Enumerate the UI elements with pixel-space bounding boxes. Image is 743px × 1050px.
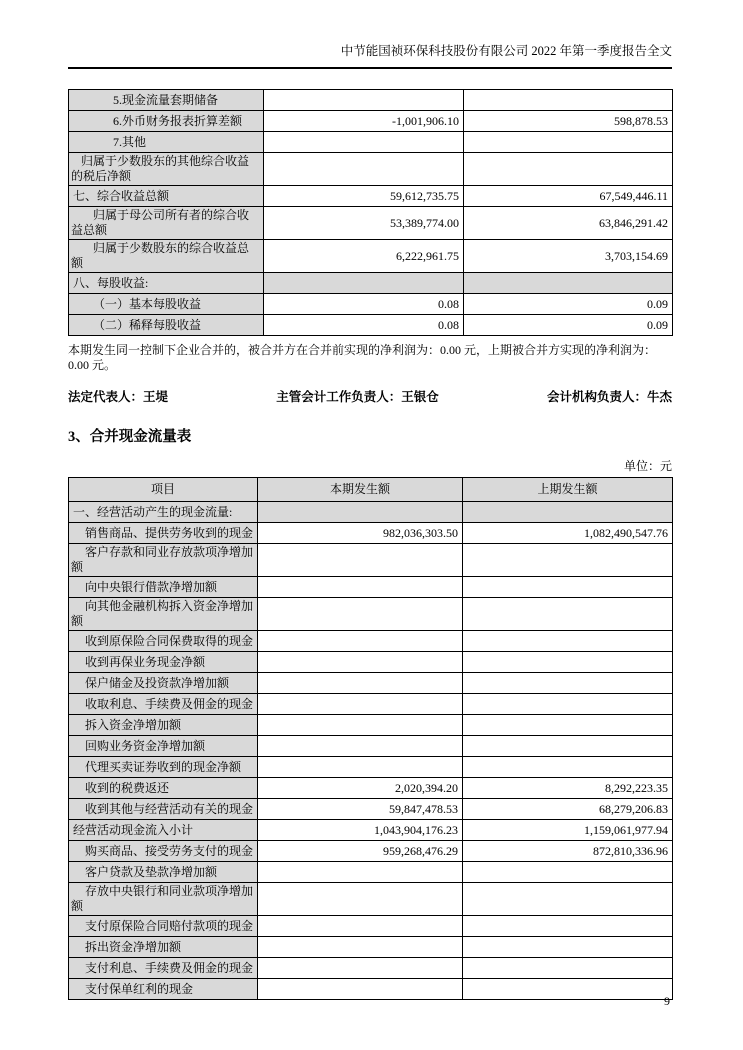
current-period-value-cell [264, 153, 464, 186]
table-row [69, 111, 673, 132]
prior-period-value-cell [464, 90, 673, 111]
current-period-value-cell: 59,612,735.75 [264, 186, 464, 207]
prior-period-value-cell: 598,878.53 [464, 111, 673, 132]
report-header [68, 44, 672, 69]
prior-period-value-cell: 1,159,061,977.94 [463, 820, 673, 841]
table-row [69, 937, 673, 958]
current-period-value-cell [258, 631, 463, 652]
column-header-item: 项目 [69, 478, 258, 502]
current-period-value-cell [258, 502, 463, 523]
row-label-cell: （二）稀释每股收益 [69, 315, 264, 336]
row-label-cell: 保户储金及投资款净增加额 [69, 673, 258, 694]
prior-period-value-cell [463, 862, 673, 883]
row-label-cell: 收到原保险合同保费取得的现金 [69, 631, 258, 652]
table-row [69, 544, 673, 577]
row-label-cell: 向其他金融机构拆入资金净增加额 [69, 598, 258, 631]
row-label-cell: 代理买卖证券收到的现金净额 [69, 757, 258, 778]
prior-period-value-cell: 63,846,291.42 [464, 207, 673, 240]
current-period-value-cell [258, 577, 463, 598]
row-label-cell: 支付保单红利的现金 [69, 979, 258, 1000]
prior-period-value-cell [463, 652, 673, 673]
table-row [69, 523, 673, 544]
current-period-value-cell [258, 598, 463, 631]
current-period-value-cell [258, 937, 463, 958]
row-label-cell: 一、经营活动产生的现金流量: [69, 502, 258, 523]
table-row [69, 715, 673, 736]
table-row [69, 694, 673, 715]
cash-flow-table [68, 477, 673, 1000]
table-row [69, 862, 673, 883]
prior-period-value-cell [463, 673, 673, 694]
prior-period-value-cell: 67,549,446.11 [464, 186, 673, 207]
column-header-prior-period: 上期发生额 [463, 478, 673, 502]
prior-period-value-cell [463, 916, 673, 937]
row-label-cell: 客户贷款及垫款净增加额 [69, 862, 258, 883]
table-row [69, 916, 673, 937]
current-period-value-cell [258, 958, 463, 979]
prior-period-value-cell [463, 631, 673, 652]
legal-representative: 法定代表人：王堤 [68, 390, 169, 404]
prior-period-value-cell [463, 544, 673, 577]
table-row [69, 979, 673, 1000]
prior-period-value-cell [463, 577, 673, 598]
signatures-row [68, 390, 672, 405]
column-header-current-period: 本期发生额 [258, 478, 463, 502]
table-row [69, 673, 673, 694]
row-label-cell: 收到再保业务现金净额 [69, 652, 258, 673]
current-period-value-cell: 53,389,774.00 [264, 207, 464, 240]
current-period-value-cell: 0.08 [264, 294, 464, 315]
current-period-value-cell: 0.08 [264, 315, 464, 336]
row-label-cell: 销售商品、提供劳务收到的现金 [69, 523, 258, 544]
row-label-cell: 存放中央银行和同业款项净增加额 [69, 883, 258, 916]
row-label-cell: 收取利息、手续费及佣金的现金 [69, 694, 258, 715]
current-period-value-cell [264, 132, 464, 153]
prior-period-value-cell: 1,082,490,547.76 [463, 523, 673, 544]
row-label-cell: 归属于少数股东的综合收益总额 [69, 240, 264, 273]
row-label-cell: 向中央银行借款净增加额 [69, 577, 258, 598]
table-row [69, 736, 673, 757]
row-label-cell: 经营活动现金流入小计 [69, 820, 258, 841]
table-row [69, 153, 673, 186]
table-row [69, 883, 673, 916]
row-label-cell: 支付原保险合同赔付款项的现金 [69, 916, 258, 937]
current-period-value-cell [264, 90, 464, 111]
table-row [69, 958, 673, 979]
current-period-value-cell [258, 673, 463, 694]
current-period-value-cell [258, 544, 463, 577]
report-header-title: 中节能国祯环保科技股份有限公司 2022 年第一季度报告全文 [340, 44, 672, 58]
prior-period-value-cell [463, 937, 673, 958]
accounting-head: 会计机构负责人：牛杰 [546, 390, 672, 404]
row-label-cell: 支付利息、手续费及佣金的现金 [69, 958, 258, 979]
table-row [69, 186, 673, 207]
table-row [69, 502, 673, 523]
table-row [69, 841, 673, 862]
row-label-cell: （一）基本每股收益 [69, 294, 264, 315]
prior-period-value-cell: 872,810,336.96 [463, 841, 673, 862]
current-period-value-cell [258, 862, 463, 883]
comprehensive-income-table [68, 89, 673, 336]
current-period-value-cell: 1,043,904,176.23 [258, 820, 463, 841]
row-label-cell: 收到的税费返还 [69, 778, 258, 799]
table-row [69, 631, 673, 652]
table-row [69, 577, 673, 598]
row-label-cell: 归属于母公司所有者的综合收益总额 [69, 207, 264, 240]
prior-period-value-cell [463, 757, 673, 778]
unit-label: 单位：元 [623, 459, 672, 473]
row-label-cell: 拆入资金净增加额 [69, 715, 258, 736]
table-row [69, 132, 673, 153]
table-row [69, 90, 673, 111]
prior-period-value-cell [463, 979, 673, 1000]
row-label-cell: 拆出资金净增加额 [69, 937, 258, 958]
cash-flow-table-header-row [69, 478, 673, 502]
table-row [69, 315, 673, 336]
table-row [69, 799, 673, 820]
prior-period-value-cell [464, 132, 673, 153]
current-period-value-cell: 959,268,476.29 [258, 841, 463, 862]
prior-period-value-cell [464, 153, 673, 186]
table-row [69, 757, 673, 778]
cash-flow-statement-title: 3、合并现金流量表 [68, 429, 192, 445]
current-period-value-cell: -1,001,906.10 [264, 111, 464, 132]
table-row [69, 820, 673, 841]
current-period-value-cell [258, 652, 463, 673]
row-label-cell: 七、综合收益总额 [69, 186, 264, 207]
page-content [68, 0, 672, 1000]
prior-period-value-cell [463, 958, 673, 979]
current-period-value-cell [264, 273, 464, 294]
row-label-cell: 购买商品、接受劳务支付的现金 [69, 841, 258, 862]
prior-period-value-cell [463, 694, 673, 715]
prior-period-value-cell [463, 736, 673, 757]
current-period-value-cell [258, 979, 463, 1000]
table-row [69, 207, 673, 240]
row-label-cell: 7.其他 [69, 132, 264, 153]
comprehensive-income-table-body [69, 90, 673, 336]
prior-period-value-cell: 0.09 [464, 294, 673, 315]
current-period-value-cell [258, 757, 463, 778]
current-period-value-cell: 2,020,394.20 [258, 778, 463, 799]
merger-note: 本期发生同一控制下企业合并的，被合并方在合并前实现的净利润为：0.00 元，上期被合并方实现的净利润为：0.00 元。 [68, 343, 657, 372]
table-row [69, 778, 673, 799]
row-label-cell: 回购业务资金净增加额 [69, 736, 258, 757]
row-label-cell: 5.现金流量套期储备 [69, 90, 264, 111]
accounting-supervisor: 主管会计工作负责人：王银仓 [276, 390, 439, 404]
prior-period-value-cell: 0.09 [464, 315, 673, 336]
prior-period-value-cell [463, 598, 673, 631]
current-period-value-cell [258, 715, 463, 736]
table-row [69, 294, 673, 315]
table-row [69, 652, 673, 673]
current-period-value-cell [258, 916, 463, 937]
prior-period-value-cell [464, 273, 673, 294]
current-period-value-cell: 982,036,303.50 [258, 523, 463, 544]
cash-flow-table-body [69, 502, 673, 1000]
row-label-cell: 6.外币财务报表折算差额 [69, 111, 264, 132]
prior-period-value-cell [463, 502, 673, 523]
current-period-value-cell: 59,847,478.53 [258, 799, 463, 820]
prior-period-value-cell [463, 883, 673, 916]
prior-period-value-cell [463, 715, 673, 736]
current-period-value-cell [258, 736, 463, 757]
prior-period-value-cell: 8,292,223.35 [463, 778, 673, 799]
prior-period-value-cell: 68,279,206.83 [463, 799, 673, 820]
table-row [69, 273, 673, 294]
row-label-cell: 收到其他与经营活动有关的现金 [69, 799, 258, 820]
row-label-cell: 八、每股收益: [69, 273, 264, 294]
page-number: 9 [664, 994, 670, 1008]
current-period-value-cell [258, 883, 463, 916]
prior-period-value-cell: 3,703,154.69 [464, 240, 673, 273]
table-row [69, 240, 673, 273]
current-period-value-cell [258, 694, 463, 715]
table-row [69, 598, 673, 631]
row-label-cell: 归属于少数股东的其他综合收益的税后净额 [69, 153, 264, 186]
current-period-value-cell: 6,222,961.75 [264, 240, 464, 273]
row-label-cell: 客户存款和同业存放款项净增加额 [69, 544, 258, 577]
